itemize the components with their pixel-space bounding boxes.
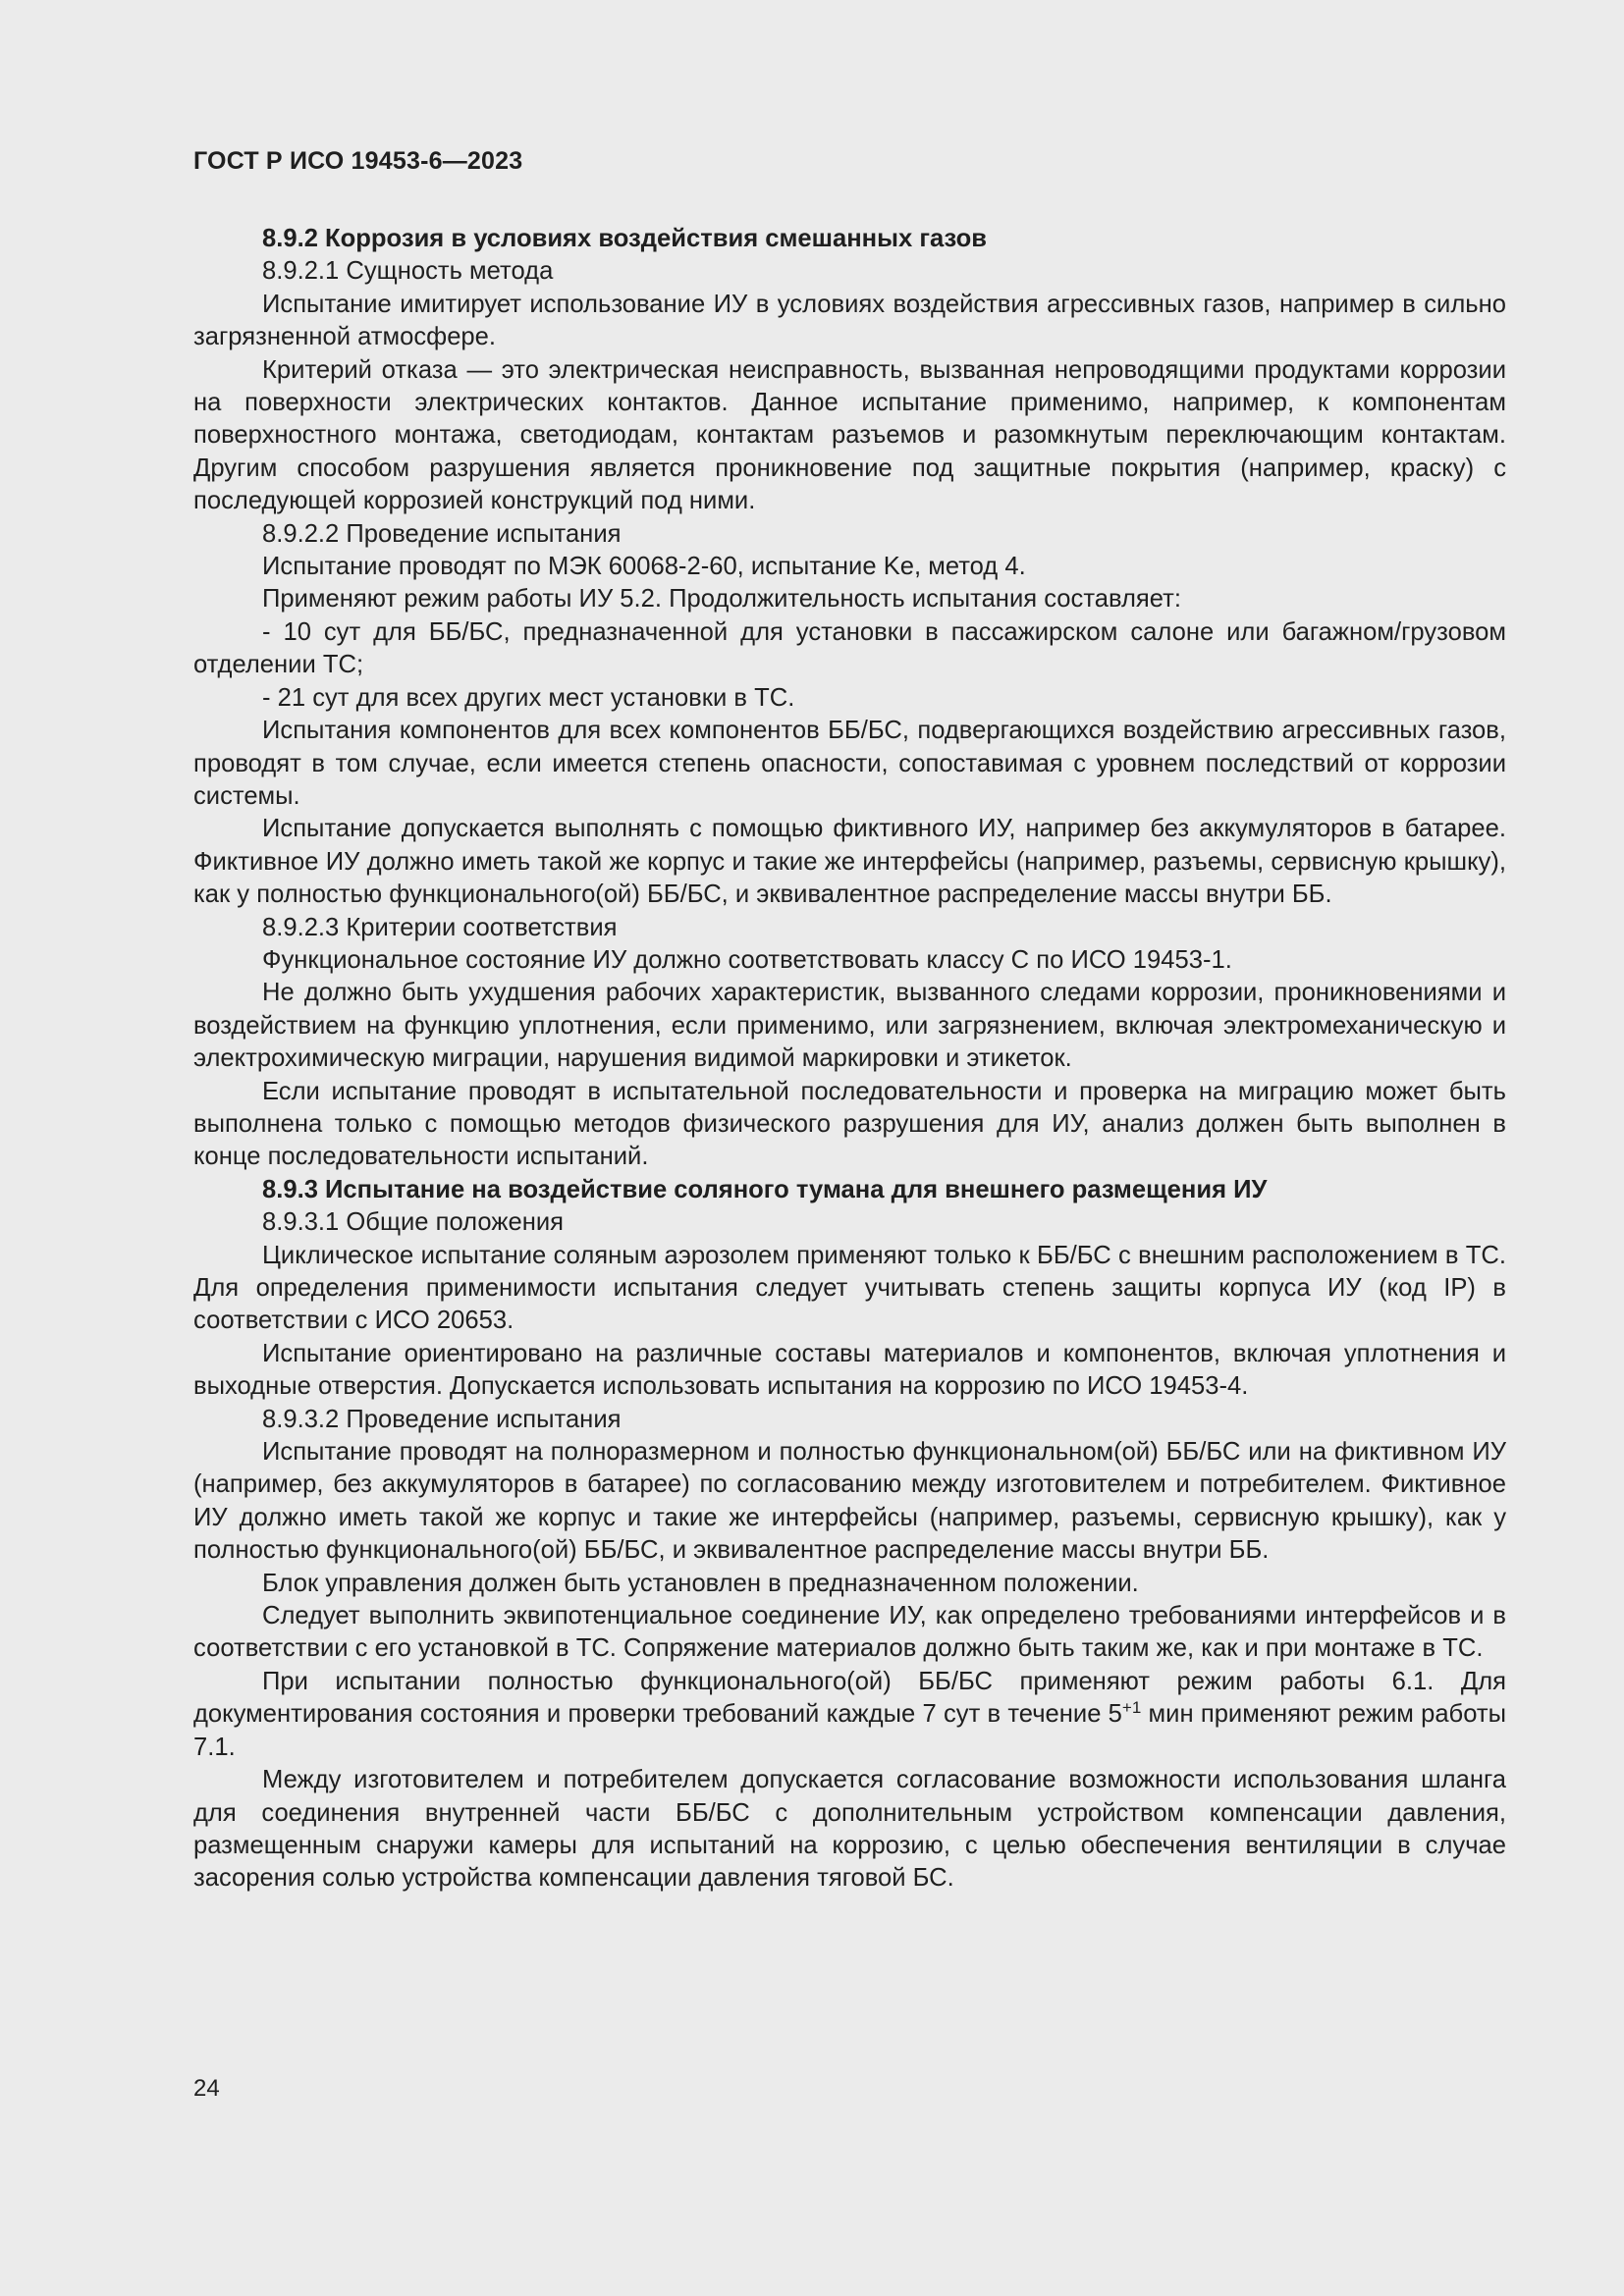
paragraph: Не должно быть ухудшения рабочих характеристик, вызванного следами коррозии, проникновениями и воздействием на функцию уплотнения, если применимо, или загрязнением, включая электромеханическую и электрохимическую миграции, нарушения видимой маркировки и этикеток.: [193, 979, 1506, 1073]
paragraph: Применяют режим работы ИУ 5.2. Продолжительность испытания составляет:: [262, 585, 1182, 614]
superscript: +1: [1121, 1698, 1142, 1718]
paragraph: Между изготовителем и потребителем допускается согласование возможности использования шланга для соединения внутренней части ББ/БС с дополнительным устройством компенсации давления, размещенным снаружи камеры для испытаний на коррозию, с целью обеспечения вентиляции в случае засорения солью устройства компенсации давления тяговой БС.: [193, 1766, 1506, 1893]
paragraph: Испытание имитирует использование ИУ в условиях воздействия агрессивных газов, например в сильно загрязненной атмосфере.: [193, 290, 1506, 351]
paragraph-text: мин применяют режим работы 7.1.: [193, 1700, 1506, 1761]
paragraph: [193, 1666, 1506, 1764]
subsection-title-8-9-2-1: 8.9.2.1 Сущность метода: [262, 257, 554, 286]
paragraph: Испытания компонентов для всех компонентов ББ/БС, подвергающихся воздействию агрессивных газов, проводят в том случае, если имеется степень опасности, сопоставимая с уровнем последствий от коррозии системы.: [193, 717, 1506, 810]
paragraph: Испытание ориентировано на различные составы материалов и компонентов, включая уплотнения и выходные отверстия. Допускается использовать испытания на коррозию по ИСО 19453-4.: [193, 1339, 1506, 1401]
paragraph: Испытание проводят по МЭК 60068-2-60, испытание Ke, метод 4.: [262, 553, 1026, 581]
paragraph: Испытание допускается выполнять с помощью фиктивного ИУ, например без аккумуляторов в батарее. Фиктивное ИУ должно иметь такой же корпус и такие же интерфейсы (например, разъемы, сервисную крышку), как у полностью функционального(ой) ББ/БС, и эквивалентное распределение массы внутри ББ.: [193, 815, 1506, 909]
subsection-title-8-9-2-3: 8.9.2.3 Критерии соответствия: [262, 913, 618, 941]
paragraph: Если испытание проводят в испытательной последовательности и проверка на миграцию может быть выполнена только с помощью методов физического разрушения для ИУ, анализ должен быть выполнен в конце последовательности испытаний.: [193, 1077, 1506, 1171]
paragraph-text: При испытании полностью функционального(ой) ББ/БС применяют режим работы 6.1. Для документирования состояния и проверки требований каждые 7 сут в течение 5: [193, 1667, 1506, 1729]
paragraph: Испытание проводят на полноразмерном и полностью функциональном(ой) ББ/БС или на фиктивном ИУ (например, без аккумуляторов в батарее) по согласованию между изготовителем и потребителем. Фиктивное ИУ должно иметь такой же корпус и такие же интерфейсы (например, разъемы, сервисную крышку), как у полностью функционального(ой) ББ/БС, и эквивалентное распределение массы внутри ББ.: [193, 1438, 1506, 1565]
page-number: 24: [193, 2075, 220, 2102]
paragraph: Критерий отказа — это электрическая неисправность, вызванная непроводящими продуктами коррозии на поверхности электрических контактов. Данное испытание применимо, например, к компонентам поверхностного монтажа, светодиодам, контактам разъемов и разомкнутым переключающим контактам. Другим способом разрушения является проникновение под защитные покрытия (например, краску) с последующей коррозией конструкций под ними.: [193, 355, 1506, 515]
section-heading-8-9-2: 8.9.2 Коррозия в условиях воздействия смешанных газов: [262, 225, 987, 252]
section-heading-8-9-3: 8.9.3 Испытание на воздействие соляного тумана для внешнего размещения ИУ: [262, 1175, 1268, 1203]
document-body: [193, 223, 1506, 1896]
paragraph: Функциональное состояние ИУ должно соответствовать классу С по ИСО 19453-1.: [262, 945, 1232, 974]
document-code-header: ГОСТ Р ИСО 19453-6—2023: [193, 147, 523, 175]
paragraph: Циклическое испытание соляным аэрозолем применяют только к ББ/БС с внешним расположением в ТС. Для определения применимости испытания следует учитывать степень защиты корпуса ИУ (код IP) в соответствии с ИСО 20653.: [193, 1241, 1506, 1335]
paragraph: Блок управления должен быть установлен в предназначенном положении.: [262, 1569, 1139, 1597]
paragraph: Следует выполнить эквипотенциальное соединение ИУ, как определено требованиями интерфейсов и в соответствии с его установкой в ТС. Сопряжение материалов должно быть таким же, как и при монтаже в ТС.: [193, 1602, 1506, 1663]
subsection-title-8-9-3-1: 8.9.3.1 Общие положения: [262, 1208, 564, 1237]
list-item: - 21 сут для всех других мест установки в ТС.: [262, 683, 795, 712]
list-item: - 10 сут для ББ/БС, предназначенной для установки в пассажирском салоне или багажном/грузовом отделении ТС;: [193, 617, 1506, 679]
subsection-title-8-9-2-2: 8.9.2.2 Проведение испытания: [262, 519, 622, 548]
subsection-title-8-9-3-2: 8.9.3.2 Проведение испытания: [262, 1405, 622, 1433]
